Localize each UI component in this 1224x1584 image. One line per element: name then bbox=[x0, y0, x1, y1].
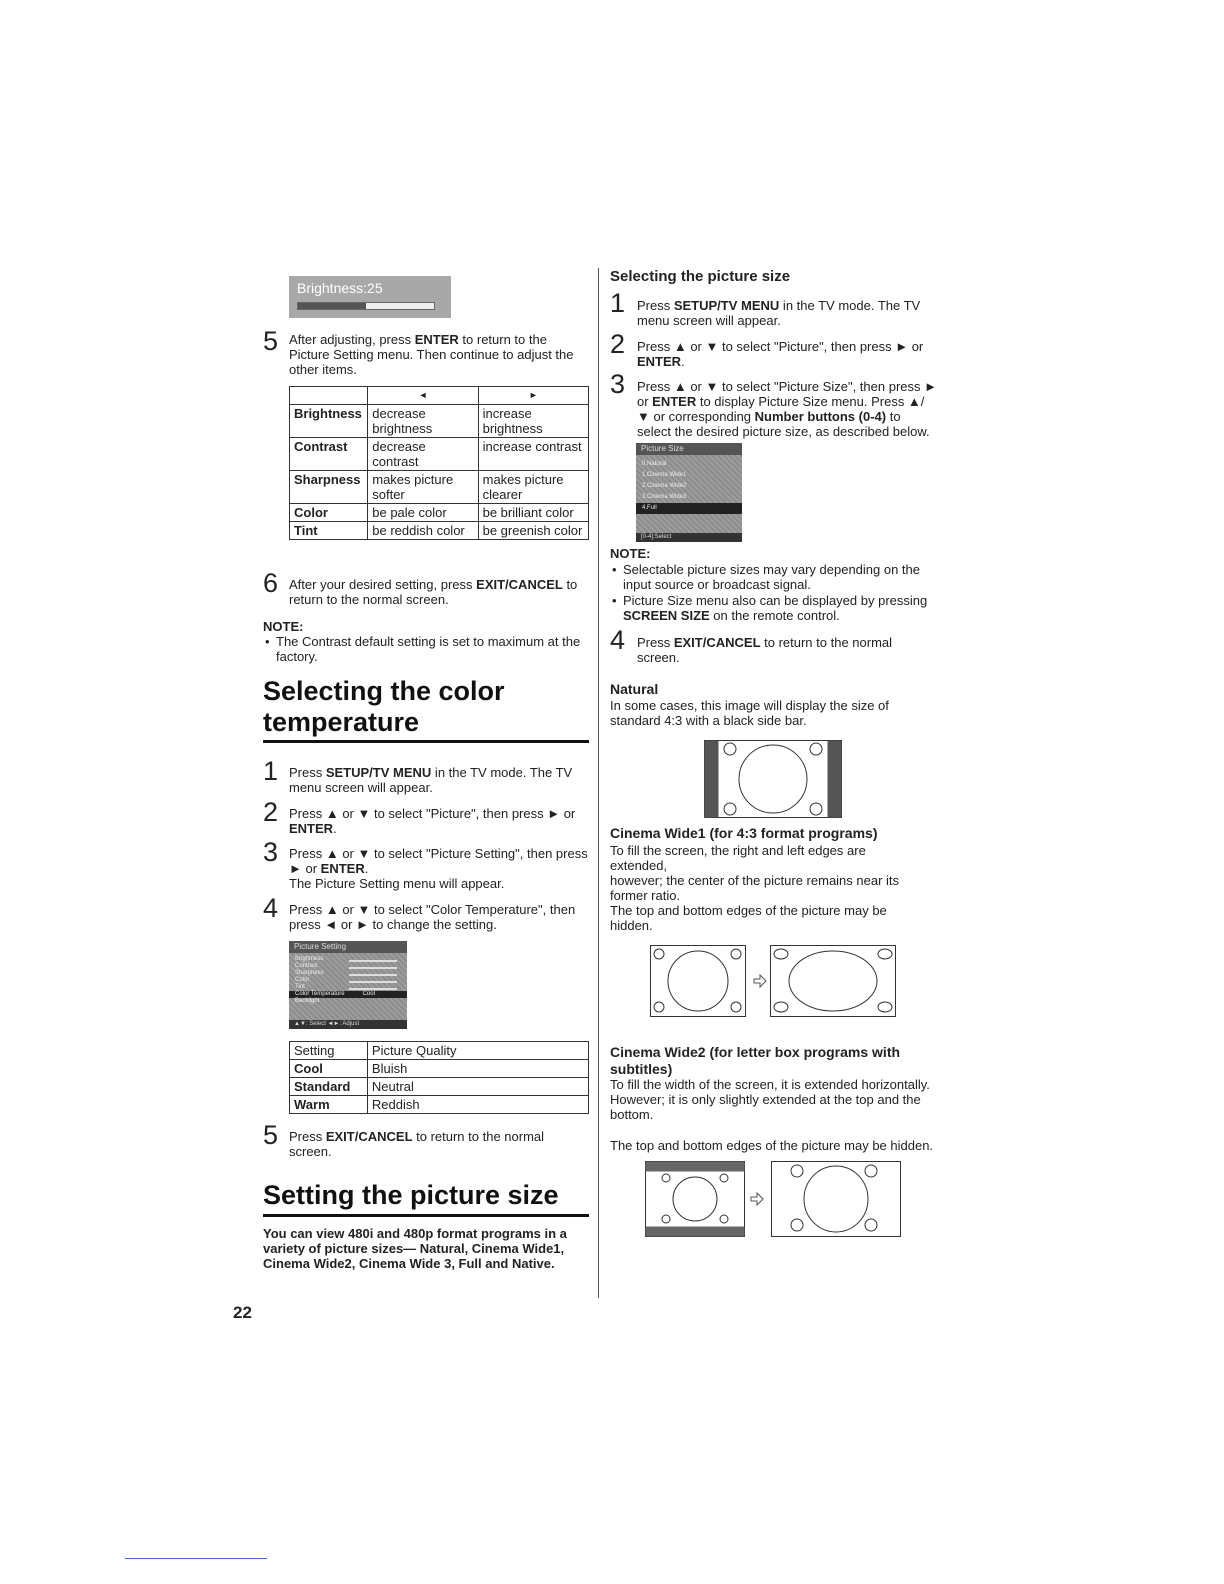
step-text: Press SETUP/TV MENU in the TV mode. The TV menu screen will appear. bbox=[289, 765, 573, 795]
adjustment-table bbox=[289, 386, 589, 540]
cinema-wide1-text: To fill the screen, the right and left edges are extended, however; the center of the picture remains near its former ratio. The top and bottom edges of the picture may be hidden. bbox=[610, 843, 900, 933]
note-bullet: • Picture Size menu also can be displayed by pressing SCREEN SIZE on the remote control. bbox=[612, 593, 928, 623]
section-heading-color-temperature: Selecting the color temperature bbox=[263, 676, 505, 737]
note-bullet: • Selectable picture sizes may vary depending on the input source or broadcast signal. bbox=[612, 562, 921, 592]
heading-rule bbox=[263, 1214, 589, 1217]
step-text: Press EXIT/CANCEL to return to the normal screen. bbox=[289, 1129, 545, 1159]
table-row: Color be pale color be brilliant color bbox=[290, 504, 589, 522]
step-number: 4 bbox=[610, 625, 626, 655]
cinema-wide2-text: To fill the width of the screen, it is extended horizontally. However; it is only slightly extended at the top and the bottom. bbox=[610, 1077, 930, 1122]
step-number: 2 bbox=[263, 797, 279, 827]
table-row: Cool Bluish bbox=[290, 1060, 589, 1078]
table-row: Tint be reddish color be greenish color bbox=[290, 522, 589, 540]
footer-line bbox=[125, 1558, 267, 1559]
note-label: NOTE: bbox=[610, 546, 651, 561]
brightness-osd-image bbox=[289, 276, 451, 318]
osd-footer: [0-4]:Select bbox=[636, 533, 742, 542]
step-text: After adjusting, press ENTER to return to the Picture Setting menu. Then continue to adjust the other items. bbox=[289, 332, 574, 377]
step-number: 6 bbox=[263, 568, 279, 598]
natural-diagram bbox=[704, 740, 842, 820]
step-text: Press ▲ or ▼ to select "Picture Setting", then press ► or ENTER. The Picture Setting menu will appear. bbox=[289, 846, 588, 891]
picture-setting-osd-image: Picture Setting Brightness Contrast Sharpness Color Tint Color Temperature Cool Backlight ▲▼: Select ◄►: Adjust bbox=[289, 941, 407, 1029]
natural-title: Natural bbox=[610, 681, 659, 697]
table-row: Warm Reddish bbox=[290, 1096, 589, 1114]
step-text: Press EXIT/CANCEL to return to the normal screen. bbox=[637, 635, 893, 665]
step-text: Press ▲ or ▼ to select "Picture", then press ► or ENTER. bbox=[637, 339, 924, 369]
right-arrow-header: ► bbox=[478, 387, 588, 405]
step-number: 1 bbox=[263, 756, 279, 786]
step-text: Press SETUP/TV MENU in the TV mode. The TV menu screen will appear. bbox=[637, 298, 921, 328]
step-text: Press ▲ or ▼ to select "Picture Size", then press ► or ENTER to display Picture Size menu. Press ▲/▼ or corresponding Number buttons (0-4) to select the desired picture size, as described below. bbox=[637, 379, 937, 439]
section-heading-picture-size: Setting the picture size bbox=[263, 1180, 559, 1210]
step-number: 5 bbox=[263, 326, 279, 356]
osd-selected-row: 4.Full bbox=[636, 503, 742, 514]
cinema-wide1-diagram bbox=[650, 945, 900, 1019]
step-number: 3 bbox=[610, 369, 626, 399]
table-row: Standard Neutral bbox=[290, 1078, 589, 1096]
step-number: 3 bbox=[263, 837, 279, 867]
cinema-wide1-title: Cinema Wide1 (for 4:3 format programs) bbox=[610, 825, 878, 841]
brightness-osd-label: Brightness:25 bbox=[297, 280, 383, 296]
step-text: Press ▲ or ▼ to select "Picture", then press ► or ENTER. bbox=[289, 806, 576, 836]
left-arrow-header: ◄ bbox=[368, 387, 478, 405]
note-bullet: • The Contrast default setting is set to maximum at the factory. bbox=[265, 634, 581, 664]
brightness-osd-bar bbox=[297, 302, 435, 310]
column-divider bbox=[598, 268, 599, 1298]
table-row: Contrast decrease contrast increase contrast bbox=[290, 438, 589, 471]
heading-rule bbox=[263, 740, 589, 743]
subheading-selecting-picture-size: Selecting the picture size bbox=[610, 268, 791, 285]
section-intro: You can view 480i and 480p format programs in a variety of picture sizes— Natural, Cinema Wide1, Cinema Wide2, Cinema Wide 3, Full and Native. bbox=[263, 1226, 567, 1271]
step-text: Press ▲ or ▼ to select "Color Temperature", then press ◄ or ► to change the setting. bbox=[289, 902, 576, 932]
step-number: 1 bbox=[610, 288, 626, 318]
osd-title: Picture Setting bbox=[289, 941, 407, 953]
cinema-wide2-diagram bbox=[645, 1161, 903, 1239]
cinema-wide2-title: Cinema Wide2 (for letter box programs with subtitles) bbox=[610, 1044, 901, 1077]
osd-footer: ▲▼: Select ◄►: Adjust bbox=[289, 1020, 407, 1029]
table-header-row: Setting Picture Quality bbox=[290, 1042, 589, 1060]
step-number: 2 bbox=[610, 329, 626, 359]
page-number: 22 bbox=[233, 1303, 252, 1322]
table-row: Sharpness makes picture softer makes picture clearer bbox=[290, 471, 589, 504]
color-temperature-table bbox=[289, 1041, 589, 1114]
osd-selected-row: Color Temperature Cool bbox=[289, 991, 407, 998]
step-number: 5 bbox=[263, 1120, 279, 1150]
picture-size-osd-image: Picture Size 0.Natural 1.Cinema Wide1 2.Cinema Wide2 3.Cinema Wide3 4.Full [0-4]:Select bbox=[636, 443, 742, 542]
table-row: Brightness decrease brightness increase brightness bbox=[290, 405, 589, 438]
cinema-wide2-text-2: The top and bottom edges of the picture may be hidden. bbox=[610, 1138, 934, 1153]
note-label: NOTE: bbox=[263, 619, 304, 634]
step-text: After your desired setting, press EXIT/CANCEL to return to the normal screen. bbox=[289, 577, 578, 607]
osd-title: Picture Size bbox=[636, 443, 742, 455]
step-number: 4 bbox=[263, 893, 279, 923]
brightness-osd-bar-fill bbox=[298, 303, 366, 309]
natural-text: In some cases, this image will display the size of standard 4:3 with a black side bar. bbox=[610, 698, 889, 728]
